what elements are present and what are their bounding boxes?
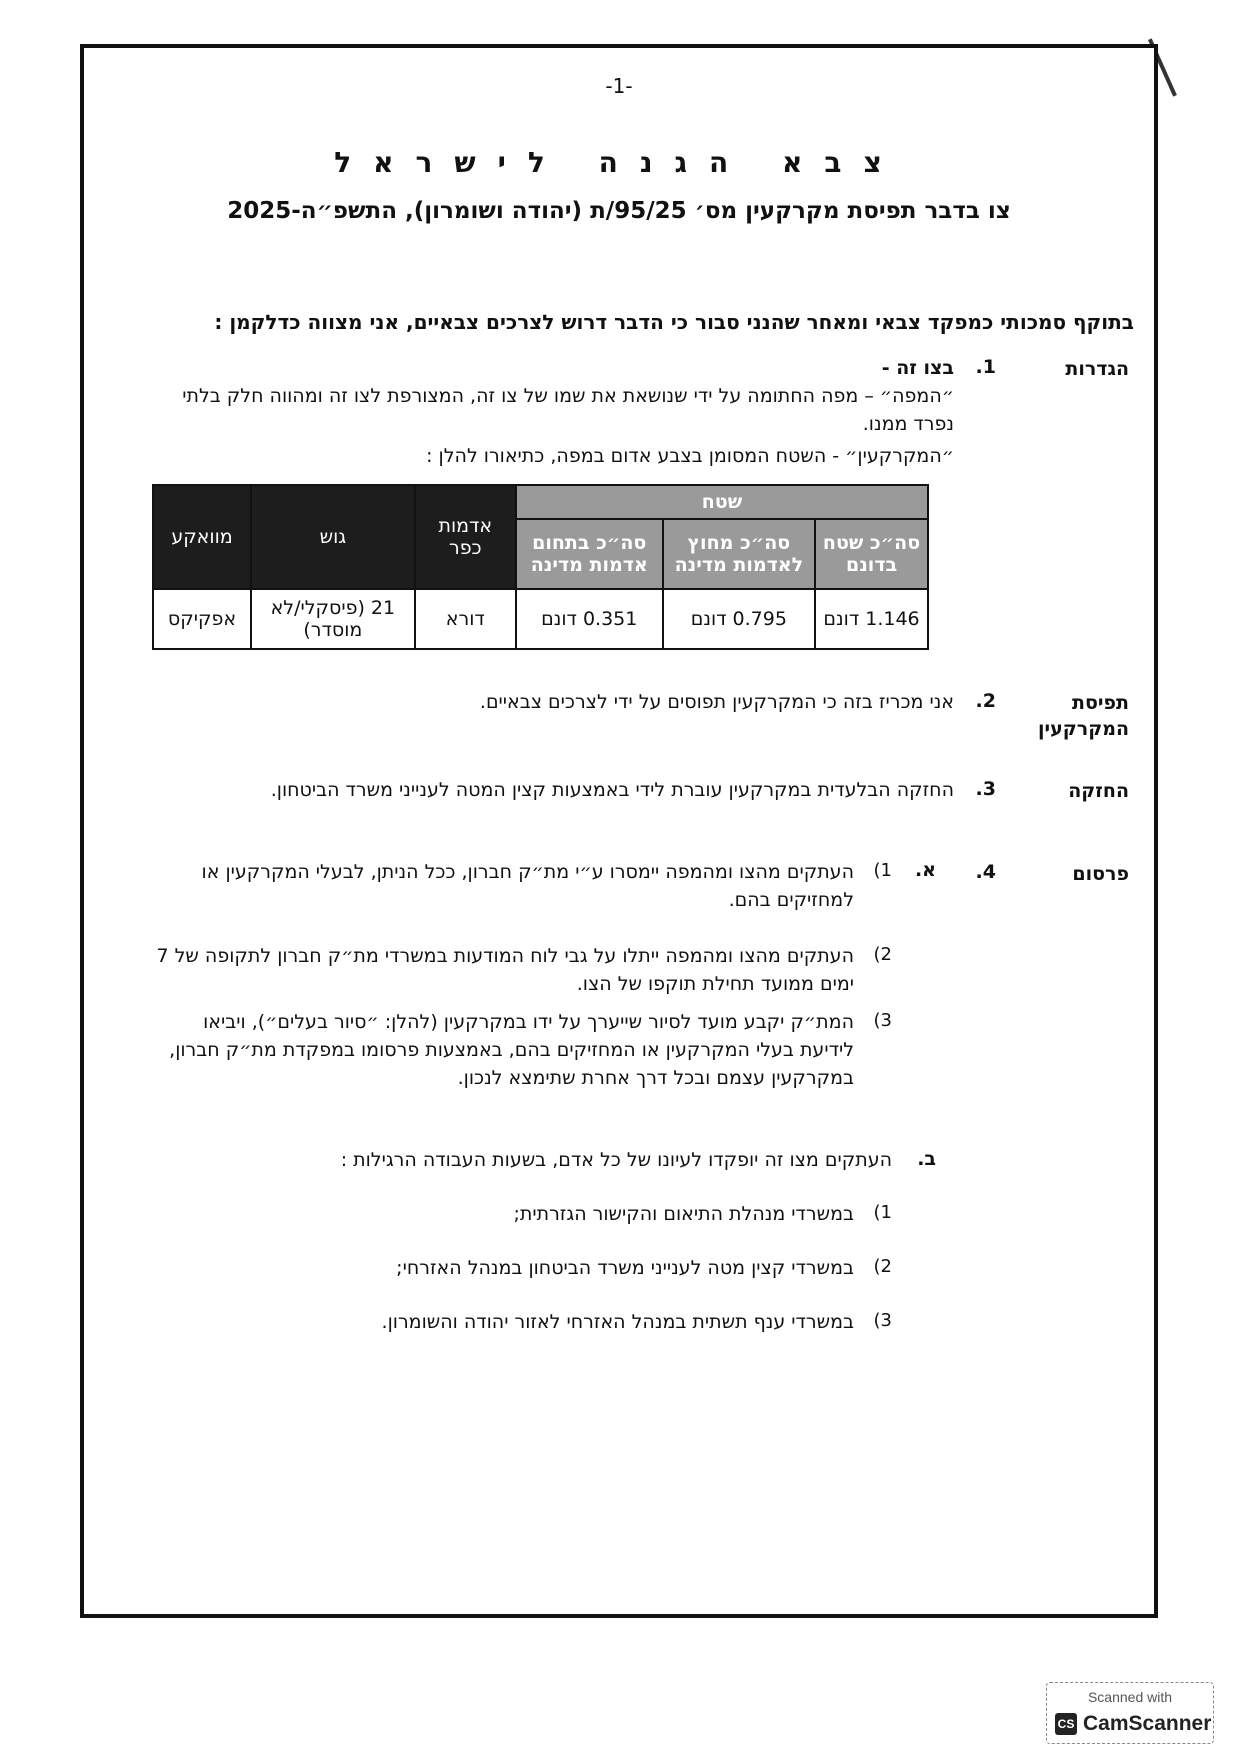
table-header-site: מוואקע bbox=[153, 485, 251, 589]
stamp-brand: CamScanner bbox=[1083, 1712, 1212, 1735]
item-b2-number: 2) bbox=[873, 1256, 892, 1277]
cell-total: 1.146 דונם bbox=[815, 589, 928, 649]
cell-inside: 0.351 דונם bbox=[516, 589, 663, 649]
item-b2-text: במשרדי קצין מטה לענייני משרד הביטחון במנהל האזרחי; bbox=[396, 1257, 854, 1279]
section-2-side-label: תפיסת המקרקעין bbox=[1038, 692, 1129, 740]
section-1-lead: בצו זה - bbox=[881, 357, 954, 379]
section-3-number: 3. bbox=[975, 778, 996, 800]
order-title: צו בדבר תפיסת מקרקעין מס׳ 95/25/ת (יהודה ושומרון), התשפ״ה-2025 bbox=[227, 198, 1011, 224]
table-header-block: גוש bbox=[251, 485, 415, 589]
item-a1-text: העתקים מהצו ומהמפה יימסרו ע״י מת״ק חברון, ככל הניתן, לבעלי המקרקעין או למחזיקים בהם. bbox=[201, 861, 854, 911]
table-header-total: סה״כ שטח בדונם bbox=[815, 519, 928, 589]
camscanner-stamp bbox=[1046, 1682, 1214, 1744]
item-b3-number: 3) bbox=[873, 1310, 892, 1331]
table-header-inside: סה״כ בתחום אדמות מדינה bbox=[516, 519, 663, 589]
definition-land: ״המקרקעין״ - השטח המסומן בצבע אדום במפה, כתיאורו להלן : bbox=[426, 445, 954, 467]
section-4-number: 4. bbox=[975, 861, 996, 883]
intro-paragraph: בתוקף סמכותי כמפקד צבאי ומאחר שהנני סבור כי הדבר דרוש לצרכים צבאיים, אני מצווה כדלקמן : bbox=[214, 310, 1134, 334]
section-4b-letter: ב. bbox=[917, 1148, 936, 1170]
table-row bbox=[153, 589, 928, 649]
section-3-text: החזקה הבלעדית במקרקעין עוברת לידי באמצעות קצין המטה לענייני משרד הביטחון. bbox=[270, 779, 954, 801]
document-frame bbox=[80, 44, 1158, 1618]
organization-name: צבא הגנה לישראל bbox=[334, 146, 904, 179]
table-header-area: שטח bbox=[516, 485, 928, 519]
item-a2-text: העתקים מהצו ומהמפה ייתלו על גבי לוח המודעות במשרדי מת״ק חברון לתקופה של 7 ימים ממועד תחילת תוקפו של הצו. bbox=[156, 945, 854, 995]
land-table bbox=[152, 484, 929, 650]
stamp-scanned-with: Scanned with bbox=[1087, 1689, 1173, 1705]
definition-map: ״המפה״ – מפה החתומה על ידי שנושאת את שמו של צו זה, המצורפת לצו זה ומהווה חלק בלתי נפרד ממנו. bbox=[182, 385, 954, 435]
camscanner-logo-icon: CS bbox=[1055, 1713, 1077, 1735]
section-4b-lead: העתקים מצו זה יופקדו לעיונו של כל אדם, בשעות העבודה הרגילות : bbox=[340, 1149, 892, 1171]
cell-block: 21 (פיסקלי/לא מוסדר) bbox=[251, 589, 415, 649]
cell-outside: 0.795 דונם bbox=[663, 589, 815, 649]
cell-village: דורא bbox=[415, 589, 516, 649]
item-b1-number: 1) bbox=[873, 1202, 892, 1223]
section-1-side-label: הגדרות bbox=[1065, 358, 1129, 380]
section-4-side-label: פרסום bbox=[1072, 863, 1129, 885]
item-a1-number: 1) bbox=[873, 860, 892, 881]
table-header-village: אדמות כפר bbox=[415, 485, 516, 589]
item-a3-text: המת״ק יקבע מועד לסיור שייערך על ידו במקרקעין (להלן: ״סיור בעלים״), ויביאו לידיעת בעלי המקרקעין או המחזיקים בהם, באמצעות פרסומו במפקדת מת״ק חברון, במקרקעין עצמם ובכל דרך אחרת שתימצא לנכון. bbox=[169, 1011, 854, 1089]
item-a2-number: 2) bbox=[873, 944, 892, 965]
item-b1-text: במשרדי מנהלת התיאום והקישור הגזרתית; bbox=[513, 1203, 854, 1225]
cell-site: אפקיקס bbox=[153, 589, 251, 649]
item-b3-text: במשרדי ענף תשתית במנהל האזרחי לאזור יהודה והשומרון. bbox=[381, 1311, 854, 1333]
section-3-side-label: החזקה bbox=[1068, 780, 1129, 802]
item-a3-number: 3) bbox=[873, 1010, 892, 1031]
page-number: -1- bbox=[605, 74, 633, 98]
section-2-text: אני מכריז בזה כי המקרקעין תפוסים על ידי לצרכים צבאיים. bbox=[479, 691, 954, 713]
table-header-outside: סה״כ מחוץ לאדמות מדינה bbox=[663, 519, 815, 589]
section-4a-letter: א. bbox=[914, 859, 936, 881]
section-2-number: 2. bbox=[975, 690, 996, 712]
section-1-number: 1. bbox=[975, 356, 996, 378]
